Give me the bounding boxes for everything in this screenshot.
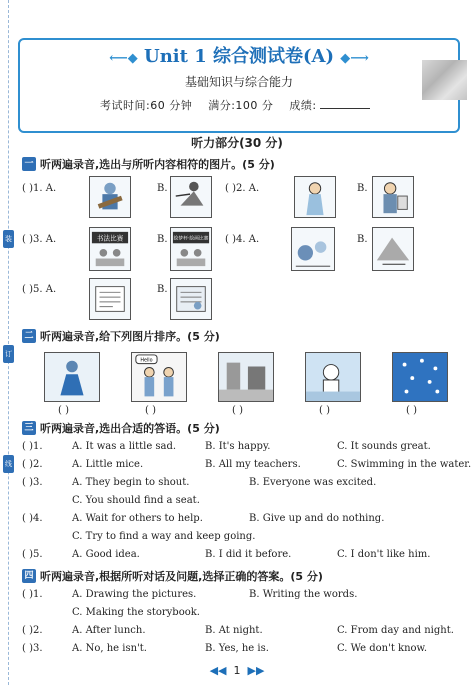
q2-label: ( )2. A.	[225, 183, 260, 194]
order-image-1	[44, 352, 100, 402]
p4-q1: ( )1.	[22, 589, 43, 600]
p4-q1-option-a[interactable]: A. Drawing the pictures.	[72, 589, 197, 600]
p3-q3-option-b[interactable]: B. Everyone was excited.	[249, 477, 377, 488]
p3-q4-option-b[interactable]: B. Give up and do nothing.	[249, 513, 385, 524]
q3-label: ( )3. A.	[22, 234, 57, 245]
q1-b-label: B.	[157, 183, 168, 194]
q1-label: ( )1. A.	[22, 183, 57, 194]
svg-text:Hello: Hello	[140, 358, 153, 364]
q1-option-a-image[interactable]	[89, 176, 131, 218]
p4-q1-option-c[interactable]: C. Making the storybook.	[72, 607, 200, 618]
q4-option-b-image[interactable]	[372, 227, 414, 271]
p3-q5-option-b[interactable]: B. I did it before.	[205, 549, 292, 560]
score-blank[interactable]	[320, 99, 370, 109]
p3-q5-option-c[interactable]: C. I don't like him.	[337, 549, 431, 560]
p3-q2: ( )2.	[22, 459, 43, 470]
part2-heading: 二 听两遍录音,给下列图片排序。(5 分)	[22, 328, 220, 344]
order-answer-5[interactable]: ( )	[406, 405, 417, 416]
p3-q1-option-b[interactable]: B. It's happy.	[205, 441, 271, 452]
p3-q2-option-a[interactable]: A. Little mice.	[72, 459, 144, 470]
exam-info: 考试时间:60 分钟 满分:100 分 成绩:	[100, 97, 370, 113]
page-title: ⟵◆ Unit 1 综合测试卷(A) ◆⟶	[109, 46, 369, 67]
p3-q3-option-a[interactable]: A. They begin to shout.	[72, 477, 190, 488]
margin-tab: 线	[3, 455, 14, 473]
p3-q3: ( )3.	[22, 477, 43, 488]
subtitle: 基础知识与综合能力	[184, 75, 293, 89]
order-answer-1[interactable]: ( )	[58, 405, 69, 416]
p3-q1: ( )1.	[22, 441, 43, 452]
p3-q4-option-a[interactable]: A. Wait for others to help.	[72, 513, 203, 524]
svg-text:绘梦杯·绘画比赛: 绘梦杯·绘画比赛	[173, 236, 209, 242]
page-footer	[0, 664, 474, 677]
prev-page-icon[interactable]: ◀◀	[209, 664, 227, 677]
p3-q2-option-c[interactable]: C. Swimming in the water.	[337, 459, 472, 470]
p4-q3-option-b[interactable]: B. Yes, he is.	[205, 643, 269, 654]
p4-q2-option-b[interactable]: B. At night.	[205, 625, 263, 636]
p4-q3: ( )3.	[22, 643, 43, 654]
blurred-qr-code	[422, 60, 467, 100]
q3-option-b-image[interactable]	[170, 227, 212, 271]
q2-option-a-image[interactable]	[294, 176, 336, 218]
q5-option-a-image[interactable]	[89, 278, 131, 320]
q2-b-label: B.	[357, 183, 368, 194]
header-box	[18, 38, 460, 133]
p4-q3-option-c[interactable]: C. We don't know.	[337, 643, 428, 654]
page-number: 1	[233, 664, 241, 677]
p3-q1-option-c[interactable]: C. It sounds great.	[337, 441, 431, 452]
p3-q3-option-c[interactable]: C. You should find a seat.	[72, 495, 200, 506]
p4-q3-option-a[interactable]: A. No, he isn't.	[72, 643, 147, 654]
order-image-2	[131, 352, 187, 402]
order-image-5	[392, 352, 448, 402]
order-answer-2[interactable]: ( )	[145, 405, 156, 416]
svg-text:书法比赛: 书法比赛	[96, 234, 124, 243]
q5-b-label: B.	[157, 284, 168, 295]
margin-tab: 订	[3, 345, 14, 363]
margin-tab: 装	[3, 230, 14, 248]
p3-q4-option-c[interactable]: C. Try to find a way and keep going.	[72, 531, 256, 542]
order-image-4	[305, 352, 361, 402]
order-answer-3[interactable]: ( )	[232, 405, 243, 416]
p4-q2-option-c[interactable]: C. From day and night.	[337, 625, 454, 636]
q1-option-b-image[interactable]	[170, 176, 212, 218]
part4-heading: 四 听两遍录音,根据所听对话及问题,选择正确的答案。(5 分)	[22, 568, 323, 584]
binding-line	[8, 0, 9, 685]
part3-heading: 三 听两遍录音,选出合适的答语。(5 分)	[22, 420, 220, 436]
p4-q2: ( )2.	[22, 625, 43, 636]
p3-q5: ( )5.	[22, 549, 43, 560]
part1-heading: 一 听两遍录音,选出与所听内容相符的图片。(5 分)	[22, 156, 275, 172]
p3-q1-option-a[interactable]: A. It was a little sad.	[72, 441, 177, 452]
order-answer-4[interactable]: ( )	[319, 405, 330, 416]
q2-option-b-image[interactable]	[372, 176, 414, 218]
q4-option-a-image[interactable]	[291, 227, 335, 271]
p4-q2-option-a[interactable]: A. After lunch.	[72, 625, 146, 636]
q5-option-b-image[interactable]	[170, 278, 212, 320]
p3-q5-option-a[interactable]: A. Good idea.	[72, 549, 140, 560]
order-image-3	[218, 352, 274, 402]
q3-option-a-image[interactable]	[89, 227, 131, 271]
p3-q2-option-b[interactable]: B. All my teachers.	[205, 459, 301, 470]
q5-label: ( )5. A.	[22, 284, 57, 295]
q4-b-label: B.	[357, 234, 368, 245]
section-title: 听力部分(30 分)	[191, 136, 283, 150]
next-page-icon[interactable]: ▶▶	[247, 664, 265, 677]
q4-label: ( )4. A.	[225, 234, 260, 245]
p4-q1-option-b[interactable]: B. Writing the words.	[249, 589, 358, 600]
q3-b-label: B.	[157, 234, 168, 245]
p3-q4: ( )4.	[22, 513, 43, 524]
